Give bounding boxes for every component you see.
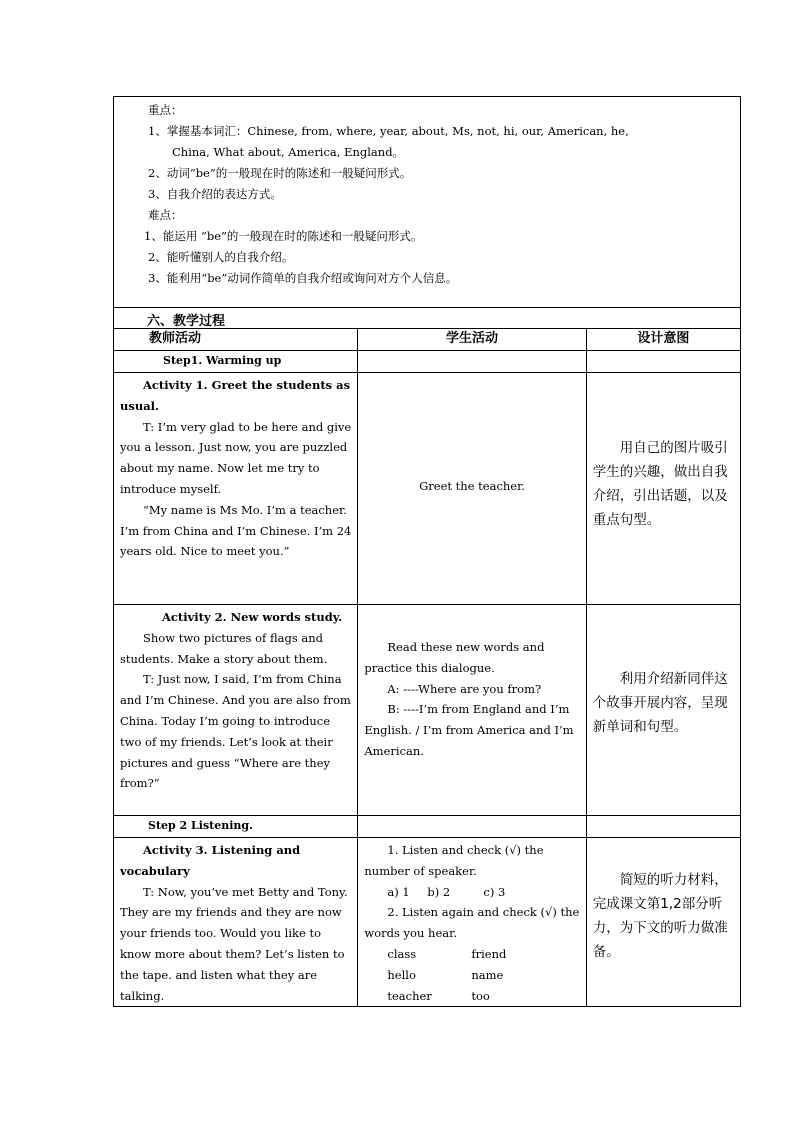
activity1-row [114,373,741,605]
word-item: hello [387,967,416,982]
activity2-dialogue-a: A: ----Where are you from? [387,681,542,696]
section-title: 六、教学过程 [147,314,226,329]
activity2-desc: Show two pictures of flags and students. Make a story about them. [120,630,328,666]
step1-cell [114,351,358,373]
word-item: class [387,946,417,961]
table-header-row [114,329,741,351]
activity1-teacher-cell [114,373,358,605]
word-row [364,986,579,1007]
activity3-task1: 1. Listen and check (√) the number of speaker. [364,843,544,878]
activity1-student-text: Greet the teacher. [419,479,525,494]
word-item: too [471,988,490,1003]
activity3-task2: 2. Listen again and check (√) the words you hear. [364,905,580,941]
activity1-quote: “My name is Ms Mo. I’m a teacher. I’m from China and I’m Chinese. I’m 24 years old. Nice to meet you.” [120,502,352,559]
key-points-label: 重点： [148,103,183,117]
key-point-1: 1、掌握基本词汇：Chinese, from, where, year, about, Ms, not, hi, our, American, he, [148,124,629,138]
activity2-intent: 利用介绍新同伴这个故事开展内容，呈现新单词和句型。 [592,671,728,735]
activity2-student-intro: Read these new words and practice this dialogue. [364,640,545,675]
activity3-student-cell [358,838,586,1007]
header-teacher-activity: 教师活动 [114,329,358,351]
step2-label: Step 2 Listening. [148,819,253,832]
activity3-intent-cell [586,838,740,1007]
objectives-box [113,96,741,308]
activity2-row [114,605,741,816]
step2-empty-2 [358,816,586,838]
header-student-activity: 学生活动 [358,329,586,351]
difficult-points-label: 难点： [148,208,183,222]
activity3-teacher-cell [114,838,358,1007]
word-item: teacher [387,988,432,1003]
step2-empty-3 [586,816,740,838]
activity1-title: Activity 1. Greet the students as usual. [120,378,351,413]
step1-label: Step1. Warming up [163,354,282,367]
activity1-intent: 用自己的图片吸引学生的兴趣，做出自我介绍，引出话题，以及重点句型。 [592,439,728,528]
option-b: b) 2 [427,884,451,899]
difficult-point-1: 1、能运用 “be”的一般现在时的陈述和一般疑问形式。 [144,229,423,243]
activity2-intent-cell [586,605,740,816]
activity2-teacher-cell [114,605,358,816]
activity3-intent: 简短的听力材料，完成课文第1,2部分听力，为下文的听力做准备。 [592,872,728,961]
activity1-teacher-text: T: I’m very glad to be here and give you a lesson. Just now, you are puzzled about my name. Now let me try to introduce myself. [120,419,352,496]
activity1-intent-cell [586,373,740,605]
activity2-title: Activity 2. New words study. [162,610,343,624]
header-design-intent: 设计意图 [586,329,740,351]
activity3-options [364,882,579,903]
word-row [364,965,579,986]
step2-row [114,816,741,838]
key-point-2: 2、动词“be”的一般现在时的陈述和一般疑问形式。 [148,166,412,180]
step1-empty-3 [586,351,740,373]
section-header [113,307,741,329]
activity1-student-cell [358,373,586,605]
activity2-student-cell [358,605,586,816]
word-item: name [471,967,504,982]
option-c: c) 3 [483,884,506,899]
activity2-dialogue-b: B: ----I’m from England and I’m English. / I’m from America and I’m American. [364,702,574,758]
key-point-3: 3、自我介绍的表达方式。 [148,187,282,201]
key-point-1-cont: China, What about, America, England。 [172,145,405,159]
activity3-row [114,838,741,1007]
word-row [364,944,579,965]
difficult-point-3: 3、能利用“be”动词作简单的自我介绍或询问对方个人信息。 [148,271,458,285]
step1-empty-2 [358,351,586,373]
activity2-teacher-text: T: Just now, I said, I’m from China and I’m Chinese. And you are also from China. Today I’m going to introduce two of my friends. Let’s look at their pictures and guess “Where are they from?” [120,672,351,791]
word-item: friend [471,946,507,961]
option-a: a) 1 [387,884,410,899]
step2-cell [114,816,358,838]
activity3-teacher-text: T: Now, you’ve met Betty and Tony. They are my friends and they are now your friends too. Would you like to know more about them? Let’s listen to the tape. and listen what they are talking. [120,884,348,1003]
difficult-point-2: 2、能听懂别人的自我介绍。 [148,250,294,264]
step1-row [114,351,741,373]
activity3-title: Activity 3. Listening and vocabulary [120,843,301,878]
teaching-process-table [113,328,741,1007]
